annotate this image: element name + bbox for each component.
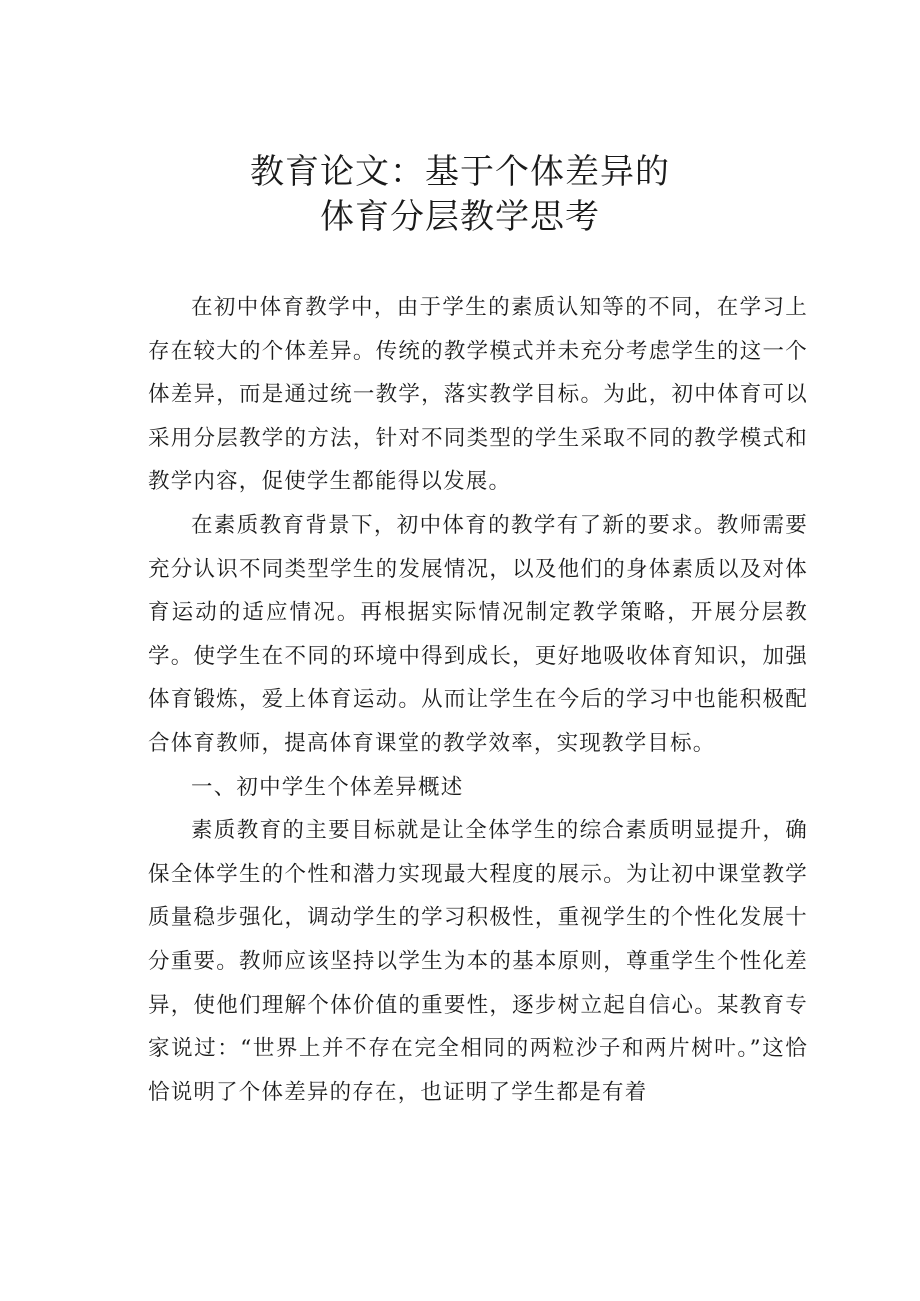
document-body — [148, 286, 808, 1114]
paragraph-intro: 在初中体育教学中，由于学生的素质认知等的不同，在学习上存在较大的个体差异。传统的教学模式并未充分考虑学生的这一个体差异，而是通过统一教学，落实教学目标。为此，初中体育可以采用分层教学的方法，针对不同类型的学生采取不同的教学模式和教学内容，促使学生都能得以发展。 — [148, 295, 808, 495]
paragraph-background: 在素质教育背景下，初中体育的教学有了新的要求。教师需要充分认识不同类型学生的发展情况，以及他们的身体素质以及对体育运动的适应情况。再根据实际情况制定教学策略，开展分层教学。使学生在不同的环境中得到成长，更好地吸收体育知识，加强体育锻炼，爱上体育运动。从而让学生在今后的学习中也能积极配合体育教师，提高体育课堂的教学效率，实现教学目标。 — [148, 512, 808, 756]
title-line-1: 教育论文：基于个体差异的 — [250, 152, 670, 192]
title-line-2: 体育分层教学思考 — [320, 197, 600, 237]
document-title — [0, 150, 920, 240]
section-heading-1: 一、初中学生个体差异概述 — [191, 774, 464, 800]
paragraph-section-1: 素质教育的主要目标就是让全体学生的综合素质明显提升，确保全体学生的个性和潜力实现最大程度的展示。为让初中课堂教学质量稳步强化，调动学生的学习积极性，重视学生的个性化发展十分重要。教师应该坚持以学生为本的基本原则，尊重学生个性化差异，使他们理解个体价值的重要性，逐步树立起自信心。某教育专家说过：“世界上并不存在完全相同的两粒沙子和两片树叶。”这恰恰说明了个体差异的存在，也证明了学生都是有着 — [148, 818, 808, 1105]
